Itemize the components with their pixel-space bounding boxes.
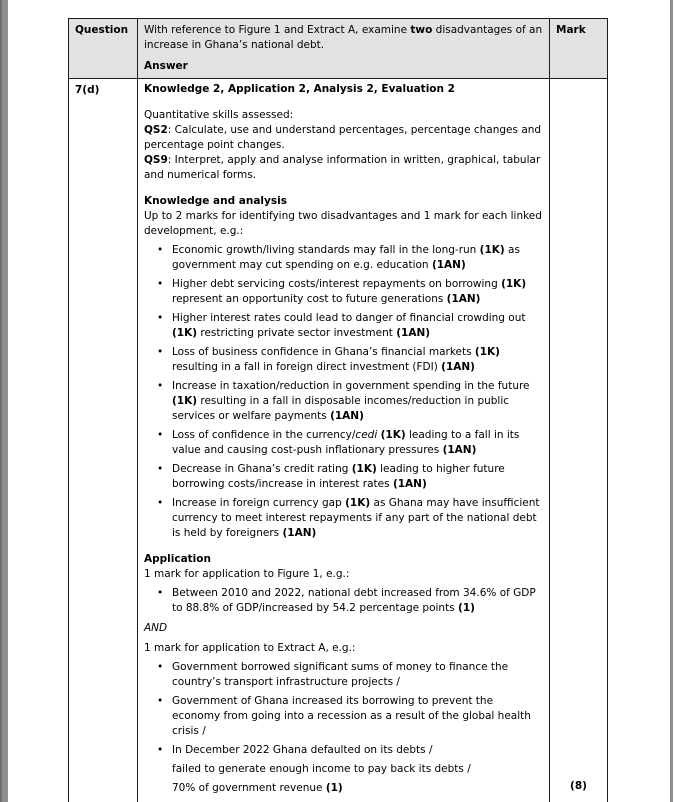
text-segment: (1AN) xyxy=(330,410,364,422)
mark-cell xyxy=(550,79,607,802)
content-paragraph xyxy=(144,108,543,123)
text-segment: leading to higher future borrowing costs/increase in interest rates xyxy=(172,463,505,490)
text-segment: Knowledge 2, Application 2, Analysis 2, Evaluation 2 xyxy=(144,83,455,95)
bullet-marker: • xyxy=(157,463,164,475)
text-segment: (1AN) xyxy=(431,259,466,271)
text-segment: Increase in taxation/reduction in government spending in the future xyxy=(172,380,530,392)
text-segment: 1 mark for application to Figure 1, e.g.: xyxy=(144,568,350,580)
question-column-header xyxy=(69,19,138,78)
question-number-cell xyxy=(69,79,138,802)
text-segment: two xyxy=(410,24,433,36)
text-segment: (1K) xyxy=(501,278,527,290)
content-paragraph xyxy=(144,123,543,153)
text-segment: AND xyxy=(144,622,168,634)
text-segment: (1K) xyxy=(345,497,371,509)
text-segment: resulting in a fall in foreign direct investment (FDI) xyxy=(172,361,442,373)
text-segment: With reference to Figure 1 and Extract A, examine xyxy=(144,24,411,36)
text-segment: (1AN) xyxy=(442,444,477,456)
bullet-line xyxy=(172,311,543,341)
bullet-line xyxy=(172,660,543,690)
text-segment: (1) xyxy=(458,602,475,614)
bullet-line xyxy=(172,379,543,424)
question-column-header-label: Question xyxy=(75,24,129,36)
table-body-row xyxy=(69,79,607,802)
bullet-item xyxy=(144,743,543,796)
text-segment: In December 2022 Ghana defaulted on its debts / xyxy=(172,744,433,756)
bullet-marker: • xyxy=(157,380,164,392)
bullet-marker: • xyxy=(157,244,164,256)
content-paragraph xyxy=(144,209,543,239)
bullet-text xyxy=(172,277,543,307)
bullet-line xyxy=(172,496,543,541)
content-paragraph xyxy=(144,621,543,636)
text-segment: Government of Ghana increased its borrowing to prevent the economy from going into a recession as a result of the global health crisis / xyxy=(172,695,531,737)
bullet-line xyxy=(172,762,543,777)
text-segment: (1AN) xyxy=(446,293,481,305)
bullet-line xyxy=(172,345,543,375)
text-segment: (1AN) xyxy=(282,527,317,539)
text-segment: as Ghana may have insufficient currency to meet interest repayments if any part of the national debt is held by foreigners xyxy=(172,497,540,539)
bullet-marker: • xyxy=(157,744,164,756)
text-segment: : Calculate, use and understand percentages, percentage changes and percentage point changes. xyxy=(144,124,542,151)
bullet-marker: • xyxy=(157,278,164,290)
text-segment: Higher interest rates could lead to danger of financial crowding out xyxy=(172,312,526,324)
text-segment: as government may cut spending on e.g. education xyxy=(172,244,520,271)
text-segment: Economic growth/living standards may fall in the long-run xyxy=(172,244,480,256)
mark-value: (8) xyxy=(570,780,587,792)
bullet-item xyxy=(144,345,543,375)
text-segment: (1AN) xyxy=(392,478,427,490)
bullet-text xyxy=(172,428,543,458)
bullet-item xyxy=(144,311,543,341)
text-segment: (1K) xyxy=(351,463,377,475)
text-segment: Higher debt servicing costs/interest repayments on borrowing xyxy=(172,278,502,290)
bullet-line xyxy=(172,428,543,458)
mark-column-header-label: Mark xyxy=(556,24,586,36)
text-segment: Knowledge and analysis xyxy=(144,195,287,207)
question-number: 7(d) xyxy=(75,84,100,96)
bullet-item xyxy=(144,428,543,458)
bullet-line xyxy=(172,743,543,758)
bullet-text xyxy=(172,462,543,492)
bullet-item xyxy=(144,277,543,307)
text-segment: QS9 xyxy=(144,154,168,166)
bullet-text xyxy=(172,311,543,341)
text-segment: 1 mark for application to Extract A, e.g.: xyxy=(144,642,356,654)
paragraph-spacer xyxy=(144,183,543,194)
bullet-text xyxy=(172,694,543,739)
question-text xyxy=(144,23,543,53)
text-segment: (1AN) xyxy=(441,361,475,373)
content-paragraph xyxy=(144,153,543,183)
bullet-item xyxy=(144,496,543,541)
text-segment: Loss of confidence in the currency/ xyxy=(172,429,356,441)
text-segment: disadvantages of an increase in Ghana’s national debt. xyxy=(144,24,543,51)
bullet-text xyxy=(172,243,543,273)
paragraph-spacer xyxy=(144,97,543,108)
bullet-text xyxy=(172,660,543,690)
text-segment: Quantitative skills assessed: xyxy=(144,109,294,121)
bullet-text xyxy=(172,586,543,616)
text-segment: resulting in a fall in disposable incomes/reduction in public services or welfare payments xyxy=(172,395,510,422)
bullet-marker: • xyxy=(157,346,164,358)
content-paragraph xyxy=(144,567,543,582)
answer-label: Answer xyxy=(144,60,188,72)
bullet-line xyxy=(172,277,543,307)
text-segment: (1AN) xyxy=(396,327,431,339)
text-segment: Between 2010 and 2022, national debt increased from 34.6% of GDP to 88.8% of GDP/increased by 54.2 percentage points xyxy=(172,587,536,614)
bullet-line xyxy=(172,781,543,796)
bullet-item xyxy=(144,462,543,492)
paragraph-spacer xyxy=(144,541,543,552)
text-segment: cedi xyxy=(355,429,378,441)
bullet-text xyxy=(172,345,543,375)
mark-column-header xyxy=(550,19,607,78)
bullet-text xyxy=(172,743,543,796)
bullet-marker: • xyxy=(157,695,164,707)
page-left-edge xyxy=(0,0,8,802)
bullet-line xyxy=(172,586,543,616)
text-segment: (1) xyxy=(325,782,343,794)
text-segment: QS2 xyxy=(144,124,168,136)
table-header-row xyxy=(69,19,607,79)
bullet-item xyxy=(144,660,543,690)
question-header-cell xyxy=(138,19,550,78)
text-segment: leading to a fall in its value and causing cost-push inflationary pressures xyxy=(172,429,520,456)
text-segment: 70% of government revenue xyxy=(172,782,326,794)
bullet-item xyxy=(144,243,543,273)
text-segment: failed to generate enough income to pay back its debts / xyxy=(172,763,471,775)
text-segment: Increase in foreign currency gap xyxy=(172,497,346,509)
bullet-item xyxy=(144,586,543,616)
bullet-line xyxy=(172,462,543,492)
bullet-marker: • xyxy=(157,312,164,324)
text-segment: Up to 2 marks for identifying two disadvantages and 1 mark for each linked development, e.g.: xyxy=(144,210,542,237)
bullet-marker: • xyxy=(157,587,164,599)
text-segment: restricting private sector investment xyxy=(197,327,397,339)
content-paragraph xyxy=(144,552,543,567)
text-segment: (1K) xyxy=(172,327,198,339)
text-segment: : Interpret, apply and analyse information in written, graphical, tabular and numerical forms. xyxy=(144,154,541,181)
mark-scheme-table xyxy=(68,18,608,802)
content-paragraph xyxy=(144,82,543,97)
bullet-marker: • xyxy=(157,661,164,673)
text-segment: Decrease in Ghana’s credit rating xyxy=(172,463,352,475)
page-right-edge xyxy=(670,0,673,802)
text-segment: Government borrowed significant sums of money to finance the country’s transport infrastructure projects / xyxy=(172,661,509,688)
content-paragraph xyxy=(144,194,543,209)
bullet-marker: • xyxy=(157,429,164,441)
bullet-text xyxy=(172,496,543,541)
bullet-item xyxy=(144,694,543,739)
bullet-item xyxy=(144,379,543,424)
text-segment: (1K) xyxy=(380,429,406,441)
bullet-marker: • xyxy=(157,497,164,509)
text-segment: Application xyxy=(144,553,211,565)
answer-content-cell xyxy=(138,79,550,802)
bullet-line xyxy=(172,243,543,273)
text-segment: (1K) xyxy=(474,346,500,358)
text-segment: (1K) xyxy=(172,395,198,407)
bullet-text xyxy=(172,379,543,424)
text-segment: represent an opportunity cost to future generations xyxy=(172,293,447,305)
bullet-line xyxy=(172,694,543,739)
content-paragraph xyxy=(144,641,543,656)
text-segment: (1K) xyxy=(479,244,505,256)
text-segment: Loss of business confidence in Ghana’s financial markets xyxy=(172,346,475,358)
